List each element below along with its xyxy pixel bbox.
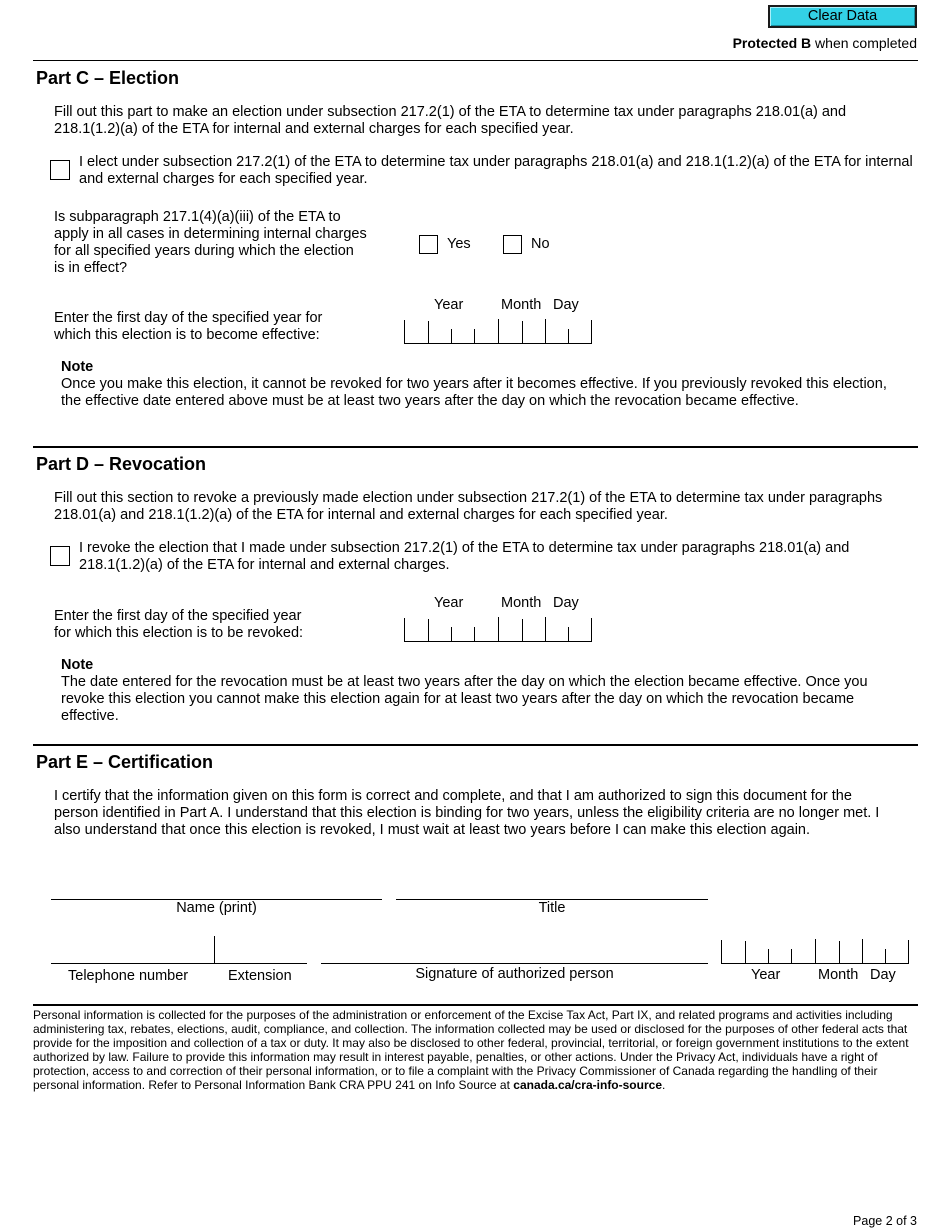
- certification-day-label: Day: [870, 967, 896, 983]
- part-d-divider: [33, 446, 918, 448]
- revoke-checkbox-text: I revoke the election that I made under subsection 217.2(1) of the ETA to determine tax under paragraphs 218.01(a) and 218.1(1.2)(a) of the ETA for internal and external charges.: [79, 540, 850, 573]
- date-box-divider: [745, 941, 746, 963]
- date-box-divider: [498, 617, 499, 641]
- part-c-intro: Fill out this part to make an election under subsection 217.2(1) of the ETA to determine tax under paragraphs 218.01(a) and 218.1(1.2)(a) of the ETA for internal and external charges for each specified year.: [54, 104, 847, 137]
- part-d-intro: Fill out this section to revoke a previously made election under subsection 217.2(1) of the ETA to determine tax under paragraphs 218.01(a) and 218.1(1.2)(a) of the ETA for internal and external charges for each specified year.: [54, 490, 883, 523]
- certification-year-label: Year: [751, 967, 781, 983]
- protected-b-suffix: when completed: [811, 35, 917, 51]
- signature-label: Signature of authorized person: [415, 966, 614, 982]
- part-d-month-label: Month: [501, 595, 542, 611]
- part-c-effective-date-input[interactable]: [404, 320, 592, 344]
- date-box-divider: [498, 319, 499, 343]
- part-c-date-prompt: [54, 310, 374, 344]
- date-box-divider: [428, 619, 429, 641]
- date-box-divider: [545, 319, 546, 343]
- date-box-divider: [474, 627, 475, 641]
- privacy-text: Personal information is collected for the purposes of the administration or enforcement of the Excise Tax Act, Part IX, and related programs and activities including administering tax, rebates, elections, audit, compliance, and collection. The information collected may be used or disclosed for the purposes of other federal acts that provide for the imposition and collection of a tax or duty. It may also be disclosed to other federal, provincial, territorial, or foreign government institutions to the extent authorized by law. Failure to provide this information may result in interest payable, penalties, or other actions. Under the Privacy Act, individuals have a right of protection, access to and correction of their personal information, or to file a complaint with the Privacy Commissioner of Canada regarding the handling of their personal information. Refer to Personal Information Bank CRA PPU 241 on Info Source at: [33, 1008, 909, 1092]
- part-c-day-label: Day: [553, 297, 579, 313]
- date-box-divider: [522, 619, 523, 641]
- protected-b-bold: Protected B: [732, 35, 812, 51]
- elect-checkbox[interactable]: [50, 160, 70, 180]
- protected-b-label: [733, 35, 917, 51]
- part-d-note-title: Note: [61, 657, 94, 673]
- info-source-link[interactable]: canada.ca/cra-info-source: [513, 1078, 662, 1092]
- date-box-divider: [862, 939, 863, 963]
- no-label: No: [531, 236, 550, 252]
- part-d-note-text: The date entered for the revocation must be at least two years after the day on which the election became effective. Once you revoke this election you cannot make this election again for at least two years after the day on which the revocation became effective.: [61, 674, 868, 724]
- telephone-input[interactable]: [51, 936, 214, 963]
- name-input[interactable]: [51, 872, 382, 899]
- date-box-divider: [428, 321, 429, 343]
- date-box-divider: [568, 329, 569, 343]
- header-divider: [33, 60, 918, 61]
- clear-data-button[interactable]: Clear Data: [768, 5, 917, 28]
- part-c-year-label: Year: [434, 297, 464, 313]
- part-e-divider: [33, 744, 918, 746]
- page-number: Page 2 of 3: [853, 1214, 917, 1228]
- date-box-divider: [885, 949, 886, 963]
- date-prompt-line: Enter the first day of the specified year for: [54, 310, 323, 326]
- question-line: is in effect?: [54, 260, 128, 276]
- no-checkbox[interactable]: [503, 235, 522, 254]
- yes-checkbox[interactable]: [419, 235, 438, 254]
- date-box-divider: [451, 329, 452, 343]
- title-input[interactable]: [396, 872, 708, 899]
- date-box-divider: [451, 627, 452, 641]
- part-c-heading: Part C – Election: [36, 68, 180, 88]
- privacy-end: .: [662, 1078, 666, 1092]
- question-line: for all specified years during which the election: [54, 243, 354, 259]
- telephone-line: [51, 963, 307, 964]
- question-line: Is subparagraph 217.1(4)(a)(iii) of the ETA to: [54, 209, 341, 225]
- privacy-statement: [33, 1008, 918, 1092]
- part-e-heading: Part E – Certification: [36, 752, 214, 772]
- part-c-note-text: Once you make this election, it cannot be revoked for two years after it becomes effective. If you previously revoked this election, the effective date entered above must be at least two years after the day on which the revocation became effective.: [61, 376, 887, 409]
- name-label: Name (print): [176, 900, 257, 916]
- signature-line: [321, 963, 708, 964]
- elect-checkbox-text: I elect under subsection 217.2(1) of the ETA to determine tax under paragraphs 218.01(a) and 218.1(1.2)(a) of the ETA for internal and external charges for each specified year.: [79, 154, 913, 187]
- certification-month-label: Month: [818, 967, 859, 983]
- part-c-month-label: Month: [501, 297, 542, 313]
- date-box-divider: [474, 329, 475, 343]
- part-d-day-label: Day: [553, 595, 579, 611]
- part-c-note-title: Note: [61, 359, 94, 375]
- part-d-date-prompt: [54, 608, 354, 642]
- date-prompt-line: for which this election is to be revoked:: [54, 625, 304, 641]
- date-prompt-line: Enter the first day of the specified year: [54, 608, 302, 624]
- date-box-divider: [522, 321, 523, 343]
- extension-label: Extension: [228, 968, 292, 984]
- extension-input[interactable]: [215, 936, 307, 963]
- part-d-year-label: Year: [434, 595, 464, 611]
- date-box-divider: [768, 949, 769, 963]
- subparagraph-question: [54, 209, 394, 277]
- signature-input[interactable]: [321, 936, 708, 963]
- date-box-divider: [791, 949, 792, 963]
- telephone-label: Telephone number: [68, 968, 189, 984]
- date-box-divider: [815, 939, 816, 963]
- date-prompt-line: which this election is to become effective:: [54, 327, 320, 343]
- privacy-divider: [33, 1004, 918, 1006]
- date-box-divider: [568, 627, 569, 641]
- title-label: Title: [538, 900, 566, 916]
- date-box-divider: [545, 617, 546, 641]
- certification-date-input[interactable]: [721, 940, 909, 964]
- part-d-heading: Part D – Revocation: [36, 454, 207, 474]
- yes-label: Yes: [447, 236, 471, 252]
- revoke-checkbox[interactable]: [50, 546, 70, 566]
- date-box-divider: [839, 941, 840, 963]
- part-e-intro: I certify that the information given on this form is correct and complete, and that I am authorized to sign this document for the person identified in Part A. I understand that this election is binding for two years, unless the eligibility criteria are no longer met. I also understand that once this election is revoked, I must wait at least two years before I can make this election again.: [54, 788, 880, 838]
- extension-divider: [214, 936, 215, 963]
- question-line: apply in all cases in determining internal charges: [54, 226, 367, 242]
- part-d-revocation-date-input[interactable]: [404, 618, 592, 642]
